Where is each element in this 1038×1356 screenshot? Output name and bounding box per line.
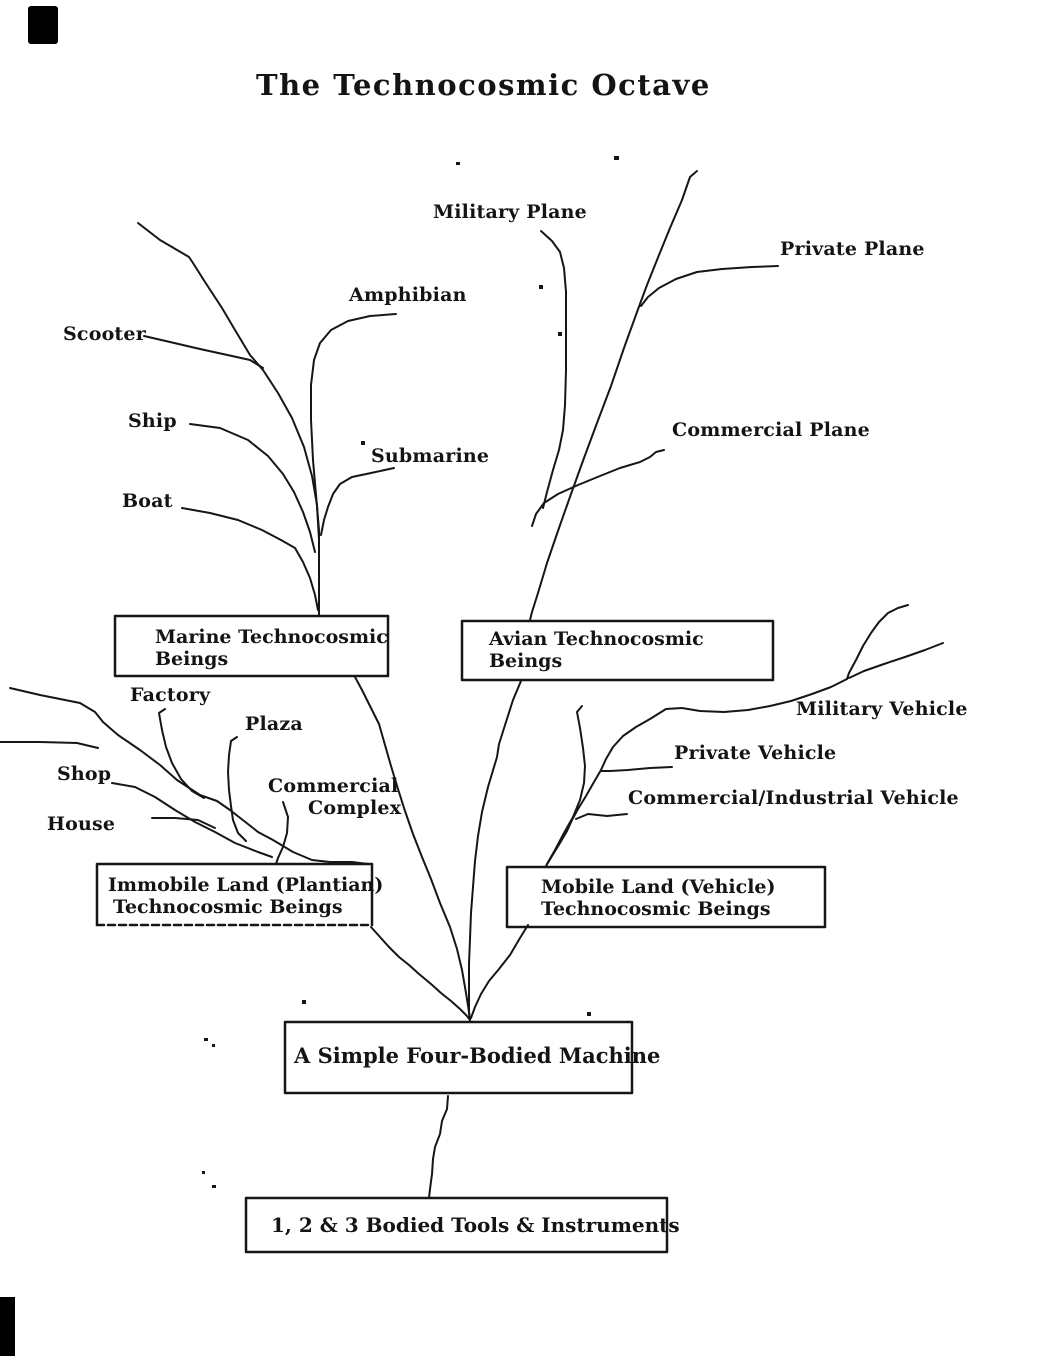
mobile-to-machine-line xyxy=(471,925,528,1018)
avian-to-machine-line xyxy=(469,681,521,1020)
scooter-connector-line xyxy=(144,336,263,368)
label-commercial-industrial-vehicle: Commercial/Industrial Vehicle xyxy=(628,787,959,809)
immobile-land-box-text: Immobile Land (Plantian) Technocosmic Beings xyxy=(108,874,384,918)
immobile-second-branch-line xyxy=(0,742,98,748)
label-commercial-complex-line2: Complex xyxy=(308,797,402,819)
factory-connector-line xyxy=(159,709,204,798)
private-plane-connector-line xyxy=(641,266,778,306)
page-title: The Technocosmic Octave xyxy=(256,68,711,102)
label-private-vehicle: Private Vehicle xyxy=(674,742,837,764)
mobile-land-box-text: Mobile Land (Vehicle) Technocosmic Beings xyxy=(541,876,776,920)
label-plaza: Plaza xyxy=(245,713,303,735)
ship-connector-line xyxy=(190,424,315,552)
commercial-industrial-vehicle-connector-line xyxy=(576,814,627,819)
commercial-complex-connector-line xyxy=(276,802,288,864)
label-commercial-complex-line1: Commercial xyxy=(268,775,399,797)
military-plane-connector-line xyxy=(541,231,566,508)
scan-artifact-top-left xyxy=(28,6,58,44)
scan-artifact-bottom-left xyxy=(0,1297,15,1356)
private-plane-branch-line xyxy=(530,171,697,620)
machine-to-tools-line xyxy=(429,1096,448,1198)
scan-specks xyxy=(202,156,619,1188)
machine-box-text: A Simple Four-Bodied Machine xyxy=(294,1043,661,1068)
marine-box-text: Marine Technocosmic Beings xyxy=(155,626,388,670)
private-vehicle-connector-line xyxy=(601,767,672,771)
label-military-plane: Military Plane xyxy=(433,201,587,223)
label-commercial-plane: Commercial Plane xyxy=(672,419,870,441)
label-ship: Ship xyxy=(128,410,177,432)
label-boat: Boat xyxy=(122,490,173,512)
label-private-plane: Private Plane xyxy=(780,238,925,260)
plaza-connector-line xyxy=(228,737,246,841)
label-shop: Shop xyxy=(57,763,112,785)
label-military-vehicle: Military Vehicle xyxy=(796,698,968,720)
boat-connector-line xyxy=(182,508,318,610)
submarine-connector-line xyxy=(321,468,394,535)
tools-box-text: 1, 2 & 3 Bodied Tools & Instruments xyxy=(271,1213,680,1237)
label-amphibian: Amphibian xyxy=(349,284,467,306)
label-scooter: Scooter xyxy=(63,323,146,345)
label-factory: Factory xyxy=(130,684,211,706)
military-vehicle-fork-lower xyxy=(849,643,943,678)
avian-box-text: Avian Technocosmic Beings xyxy=(489,628,704,672)
commercial-plane-connector-line xyxy=(532,450,664,526)
vehicle-stem-double-line xyxy=(547,706,585,864)
label-house: House xyxy=(47,813,116,835)
military-vehicle-fork-upper xyxy=(847,605,908,679)
label-submarine: Submarine xyxy=(371,445,490,467)
